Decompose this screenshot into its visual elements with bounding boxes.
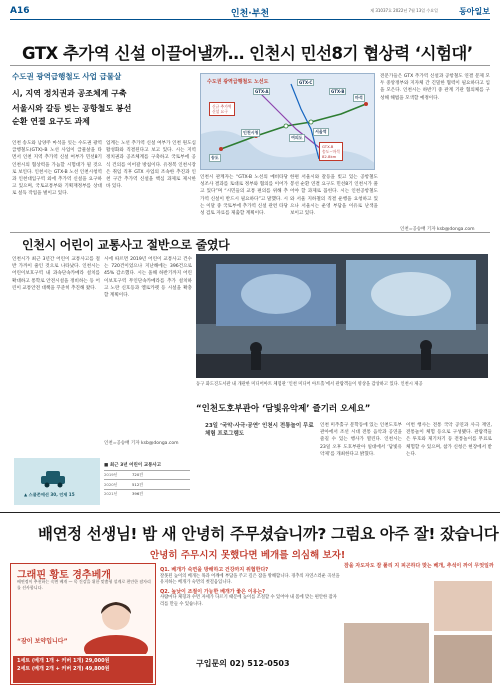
map-label: GTX-C — [299, 80, 313, 85]
price-option: 1세트 (베개 1개 + 커버 1개) 29,000원 — [17, 658, 110, 664]
story1-column: 인천 송도와 남양주 마석을 잇는 수도권 광역급행철도(GTX)-B 노선 사업이 급물살을 타면서 인천 지역 추가역 신설 여부가 민선8기 인천시의 협상력을 가늠할 시험대가 될 것으로 보인다. 인천시는 GTX-B 노선 인천시청역과 인천대입구역 외에 추가역 신설을 요구하고 있으며, 국토교통부와 기획재정부를 상대로 설득 작업을 벌이고 있다. — [12, 141, 102, 197]
product-photo — [344, 623, 429, 683]
station-dot — [219, 147, 223, 151]
map-info-box: GTX-B 송도~마석 82.8km — [319, 142, 343, 161]
ad-phone-number[interactable]: 구입문의 02) 512-0503 — [196, 659, 290, 668]
map-label: GTX-A — [255, 89, 269, 94]
ad-photo-panel — [344, 563, 494, 685]
section-title: 인천·부천 — [230, 9, 270, 19]
map-label: 마석 — [355, 95, 363, 100]
map-drawing — [201, 74, 375, 170]
sea-area — [201, 131, 375, 170]
divider — [10, 232, 490, 233]
story1-column: 한편 서울시와 갈등을 빚고 있는 공항철도 봉선 순환 연결 요구도 민선8기 인천시가 풀어야 할 과제로 꼽힌다. 시는 인천공항철도와 서울 지하철의 직결 운행을 요청하고 있으나 서울시는 운영 부담을 이유로 난색을 보이고 있다. — [290, 175, 378, 217]
ad-subhead: 안녕히 주무시지 못했다면 베개를 의심해 보자! — [150, 550, 346, 561]
ad-product-panel[interactable] — [10, 563, 156, 685]
page-number: A16 — [10, 6, 30, 16]
story2-headline[interactable]: 인천시 어린이 교통사고 절반으로 줄였다 — [22, 238, 230, 252]
story3-column: 이번 행사는 전통 국악 공연과 사극 재연, 전통놀이 체험 등으로 구성됐다. 관람객들은 투호와 제기차기 등 전통놀이를 무료로 체험할 수 있으며, 참가 신청은 현장에서 받는다. — [406, 423, 492, 457]
story1-sub3: 서울시와 갈등 빚는 공항철도 봉선 순환 연결 요구도 과제 — [12, 104, 132, 126]
map-label: 인천시청 — [243, 130, 259, 135]
photo-drawing — [196, 254, 488, 378]
map-label: GTX-B — [331, 89, 345, 94]
ad-answer: 잘못된 높이의 베개는 목과 어깨에 부담을 주고 깊은 잠을 방해합니다. 경추의 자연스러운 곡선을 유지하는 베개가 숙면의 첫걸음입니다. — [160, 573, 340, 586]
story2-column: 시에 따르면 2019년 어린이 교통사고 건수는 720건이었으나 지난해에는 396건으로 45% 감소했다. 시는 올해 하반기까지 어린이보호구역 무인단속카메라를 추가 설치하고 노란 신호등과 옐로카펫 등 시설을 확충할 계획이다. — [104, 257, 192, 299]
product-photo — [434, 581, 492, 631]
ad-right-question: 잠을 자도자도 잠 풀리 지 피곤하다 맞는 베개, 추석이 까이 무엇일까 — [344, 563, 494, 569]
table-row: 2019년 720건 — [104, 470, 190, 479]
newspaper-logo: 동아일보 — [459, 7, 490, 16]
story3-column: 인천 미추홀구 문학동에 있는 인천도호부관아에서 조선 시대 전통 음악과 공연을 즐길 수 있는 행사가 열린다. 인천시는 23일 오후 도호부관아 일대에서 ‘담빛유악제’를 개최한다고 밝혔다. — [320, 423, 402, 457]
story3-headline[interactable]: “인천도호부관아 ‘담빛유악제’ 즐기러 오세요” — [196, 404, 371, 414]
infobox-caption: ▲ 스쿨존에선 30, 언제 15 — [24, 492, 75, 497]
table-row: 2020년 512건 — [104, 479, 190, 488]
ad-question: Q2. 높낮이 조절이 가능한 베개가 좋은 이유는? — [160, 588, 266, 595]
exhibition-photo — [196, 254, 488, 378]
main-headline[interactable]: GTX 추가역 신설 이끌어낼까… 인천시 민선8기 협상력 ‘시험대’ — [22, 44, 473, 63]
map-label: 여의도 — [291, 135, 303, 140]
product-photo — [434, 635, 492, 683]
gtx-route-map — [200, 73, 375, 170]
ad-answer: 사람마다 체형과 수면 자세가 다르기 때문에 높이를 조절할 수 있어야 내 몸에 맞는 편안한 잠자리를 만들 수 있습니다. — [160, 595, 337, 607]
map-info-box: 신규 추가역 신설 요구 — [209, 102, 235, 116]
masthead — [10, 6, 490, 20]
accident-stats-table — [104, 462, 190, 498]
issue-info: 제 31037호 2022년 7월 13일 수요일 — [370, 8, 438, 13]
table-title: ■ 최근 3년 어린이 교통사고 — [104, 463, 162, 468]
station-dot — [309, 120, 313, 124]
photo-caption: 동구 화도진도서관 내 개관한 미디어아트 체험관 ‘인천 미디어 아트홀’에서 관람객들이 영상을 감상하고 있다. 인천시 제공 — [196, 382, 423, 387]
divider — [10, 65, 490, 66]
story3-subhead: 23일 ‘국악·사극·공연’ 인천시 전통놀이 무료 체험 프로그램도 — [205, 423, 314, 437]
ad-question: Q1. 베개가 숙면을 방해하고 건강까지 위협한다? — [160, 567, 269, 573]
story2-byline: 인천=공승배 기자 ksb@donga.com — [104, 441, 179, 446]
story1-byline: 인천=공승배 기자 ksb@donga.com — [400, 227, 475, 232]
story1-column: 전문가들은 GTX 추가역 신설과 공항철도 연결 문제 모두 중앙정부와 지자체 간 긴밀한 협력이 필요하다고 입을 모은다. 인천시는 하반기 중 관계 기관 협의체를 구성해 해법을 모색할 예정이다. — [380, 74, 490, 101]
story1-column: 인천시 관계자는 “GTX-B 노선의 예비타당성조사 결과를 토대로 정부와 협의를 이어가고 있다”며 “시민들의 교통 편의를 위해 추가역 신설이 반드시 필요하다”고 말했다. 시는 이달 중 국토부에 추가역 신설 관련 타당성 검토 자료를 제출할 계획이다. — [200, 175, 288, 217]
spokesperson-photo — [81, 594, 151, 654]
map-title: 수도권 광역급행철도 노선도 — [207, 79, 269, 85]
ad-price-box[interactable] — [13, 656, 153, 683]
ad-headline[interactable]: 배연정 선생님! 밤 새 안녕히 주무셨습니까? 그럼요 아주 잘! 잤습니다 — [38, 525, 499, 543]
story1-sub2: 시, 지역 정치권과 공조체계 구축 — [12, 89, 127, 98]
story1-sub1: 수도권 광역급행철도 사업 급물살 — [12, 72, 122, 81]
story2-column: 인천시가 최근 3년간 어린이 교통사고를 절반 가까이 줄인 것으로 나타났다. 인천시는 어린이보호구역 내 과속단속카메라 설치를 확대하고 통학로 안전시설을 정비하는 등 어린이 교통안전 대책을 꾸준히 추진해 왔다. — [12, 257, 100, 291]
ad-slogan: “잠이 보약입니다” — [17, 638, 68, 645]
car-icon — [38, 468, 68, 488]
map-label: 송도 — [211, 155, 219, 160]
station-dot — [364, 102, 368, 106]
station-dot — [284, 124, 288, 128]
story1-column: 업계는 노선 추가역 신설 여부가 인천 원도심 활성화와 직결된다고 보고 있다. 시는 지역 정치권과 공조체계를 구축하고 국토부에 공식 건의를 이어갈 방침이다. 유정복 인천시장은 취임 직후 GTX 사업의 조속한 추진과 인천 구간 추가역 신설을 핵심 과제로 제시한 바 있다. — [106, 141, 196, 190]
ad-brand: 그래핀 황토 경추베개 — [17, 570, 111, 581]
school-zone-infobox — [14, 458, 100, 505]
price-option: 2세트 (베개 2개 + 커버 2개) 49,800원 — [17, 665, 110, 672]
table-row: 2021년 396건 — [104, 489, 190, 498]
ad-qa-section — [160, 565, 340, 609]
ad-brand-description: 배연정이 추천하는 숙면 베개 — 목 건강을 위한 맞춤형 설계로 편안한 잠자리를 선사합니다. — [17, 579, 151, 590]
map-label: 서울역 — [315, 129, 327, 134]
